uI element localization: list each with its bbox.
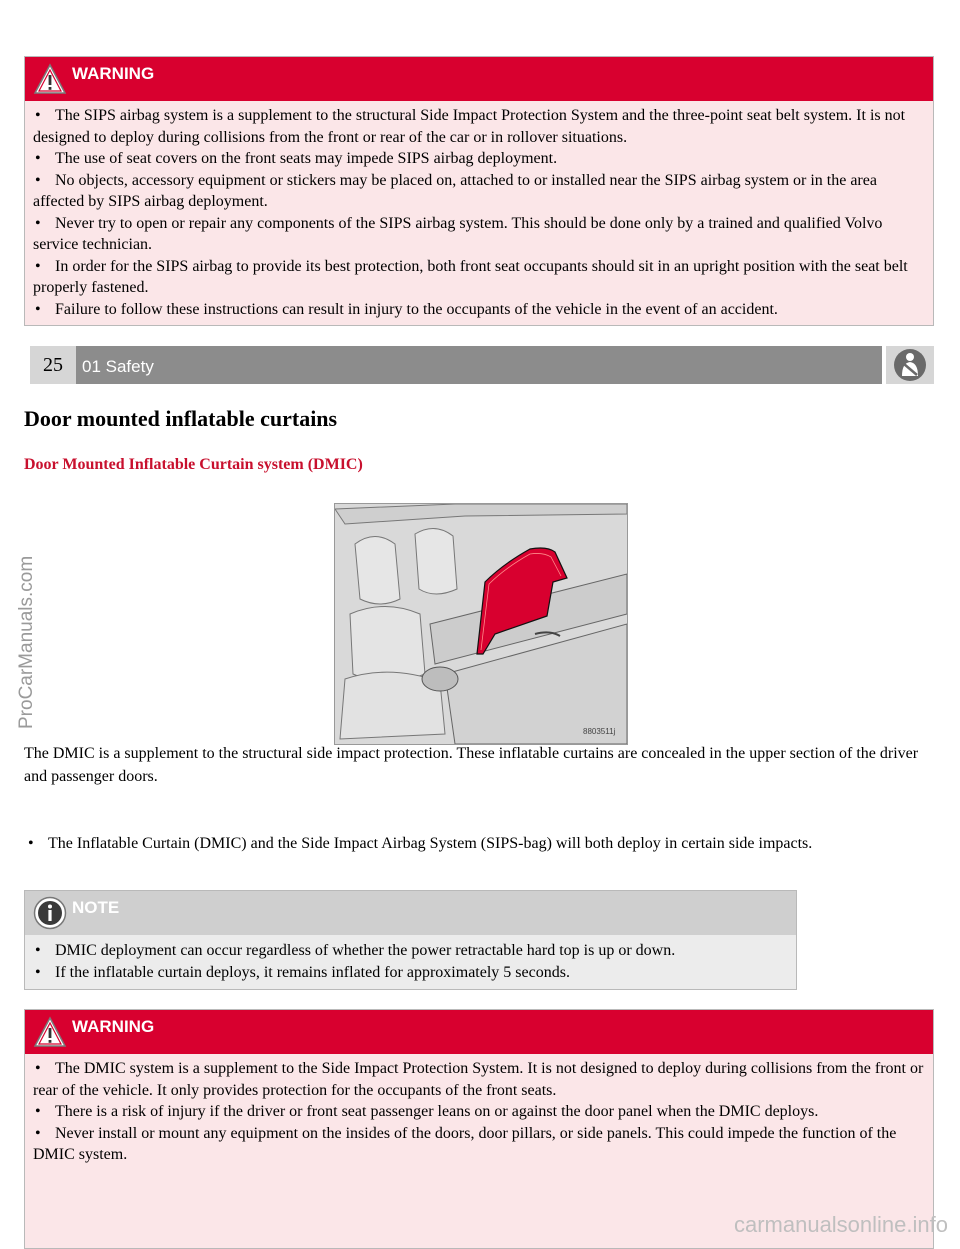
list-item: • Failure to follow these instructions can result in injury to the occupants of the vehicle in the event of an accident.: [35, 300, 778, 318]
body-paragraph: The DMIC is a supplement to the structural side impact protection. These inflatable curtains are concealed in the upper section of the driver and passenger doors.: [24, 745, 919, 785]
section-title: 01 Safety: [76, 346, 882, 384]
list-item: • Never try to open or repair any components of the SIPS airbag system. This should be done only by a trained and qualified Volvo service technician.: [33, 214, 883, 253]
warning-triangle-icon: [33, 1015, 67, 1049]
car-interior-drawing: [335, 504, 627, 744]
list-item: • The SIPS airbag system is a supplement to the structural Side Impact Protection System and the three-point seat belt system. It is not designed to deploy during collisions from the front or rear of the car or in rollover situations.: [33, 107, 906, 146]
list-item: • If the inflatable curtain deploys, it remains inflated for approximately 5 seconds.: [35, 963, 570, 981]
section-bar: [24, 344, 934, 384]
list-item: • In order for the SIPS airbag to provide its best protection, both front seat occupants should sit in an upright position with the seat belt properly fastened.: [33, 257, 908, 296]
list-item: • There is a risk of injury if the driver or front seat passenger leans on or against the door panel when the DMIC deploys.: [35, 1103, 819, 1120]
warning-title: WARNING: [72, 1017, 155, 1036]
figure-code: 8803511j: [583, 727, 616, 736]
warning-box: [24, 56, 934, 326]
list-item: • No objects, accessory equipment or stickers may be placed on, attached to or installed near the SIPS airbag system or in the area affected by SIPS airbag deployment.: [33, 171, 877, 210]
warning-header: [25, 57, 933, 101]
info-icon: [33, 896, 67, 930]
subheading: Door Mounted Inflatable Curtain system (DMIC): [24, 456, 363, 473]
note-header: [25, 891, 796, 935]
note-title: NOTE: [72, 898, 120, 917]
note-box: [24, 890, 797, 990]
seatbelt-icon: [886, 346, 934, 384]
list-item: • The use of seat covers on the front seats may impede SIPS airbag deployment.: [35, 150, 558, 167]
dmic-illustration: [334, 503, 628, 745]
page-number: 25: [30, 346, 76, 384]
footer-watermark: carmanualsonline.info: [733, 1212, 948, 1237]
warning-triangle-icon: [33, 62, 67, 96]
section-icon-cell: [886, 346, 934, 384]
warning-title: WARNING: [72, 64, 155, 83]
list-item: • The Inflatable Curtain (DMIC) and the Side Impact Airbag System (SIPS-bag) will both deploy in certain side impacts.: [28, 835, 813, 852]
list-item: • The DMIC system is a supplement to the Side Impact Protection System. It is not designed to deploy during collisions from the front or rear of the vehicle. It only provides protection for the occupants of the front seats.: [33, 1060, 924, 1099]
warning-header: [25, 1010, 933, 1054]
list-item: • DMIC deployment can occur regardless of whether the power retractable hard top is up or down.: [35, 942, 676, 959]
page-heading: Door mounted inflatable curtains: [24, 406, 338, 431]
list-item: • Never install or mount any equipment on the insides of the doors, door pillars, or side panels. This could impede the function of the DMIC system.: [33, 1124, 897, 1163]
side-watermark: ProCarManuals.com: [16, 555, 37, 729]
